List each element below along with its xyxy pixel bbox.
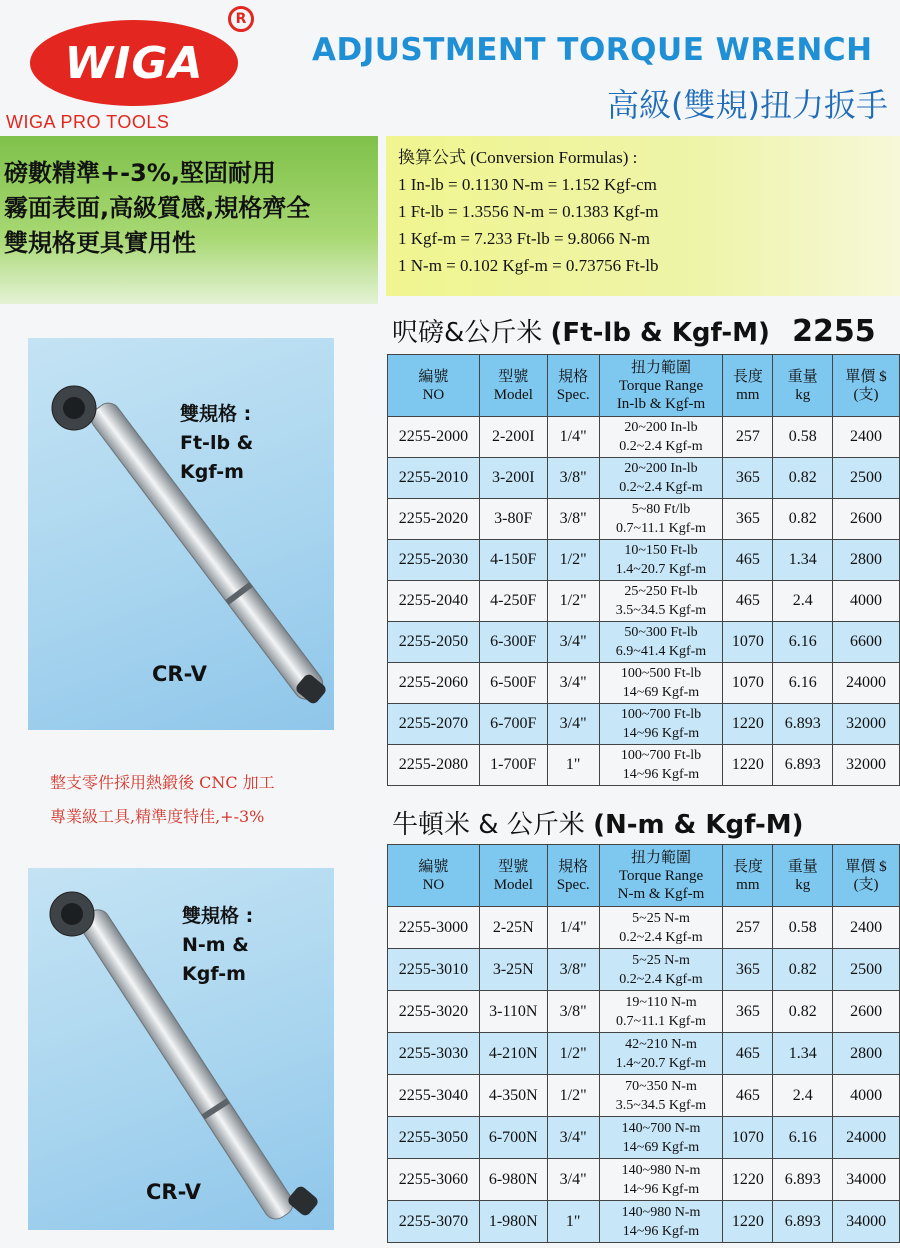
section-heading-nm xyxy=(392,804,804,841)
cell-model: 1-980N xyxy=(479,1201,547,1243)
cell-price: 2800 xyxy=(833,540,900,581)
cell-length: 257 xyxy=(723,417,773,458)
col-range: 扭力範圍 Torque Range In-lb & Kgf-m xyxy=(599,355,723,417)
table-row xyxy=(388,1033,900,1075)
table-row xyxy=(388,1201,900,1243)
col-no: 編號 NO xyxy=(388,845,480,907)
cell-price: 2600 xyxy=(833,499,900,540)
cell-model: 4-250F xyxy=(479,581,547,622)
cell-model: 4-150F xyxy=(479,540,547,581)
feature-line: 磅數精準+-3%,堅固耐用 xyxy=(4,159,276,187)
section-heading-ftlb xyxy=(392,312,876,349)
cell-no: 2255-2000 xyxy=(388,417,480,458)
product-photo-ftlb xyxy=(28,338,334,730)
conversion-formulas xyxy=(386,136,900,296)
cell-length: 257 xyxy=(723,907,773,949)
cell-price: 32000 xyxy=(833,745,900,786)
cell-model: 3-25N xyxy=(479,949,547,991)
table-header-row xyxy=(388,845,900,907)
cell-price: 6600 xyxy=(833,622,900,663)
cell-weight: 6.893 xyxy=(773,704,833,745)
conversion-line: 1 In-lb = 0.1130 N-m = 1.152 Kgf-cm xyxy=(398,175,657,194)
cell-length: 1070 xyxy=(723,1117,773,1159)
cell-range: 25~250 Ft-lb 3.5~34.5 Kgf-m xyxy=(599,581,723,622)
cell-range: 20~200 In-lb 0.2~2.4 Kgf-m xyxy=(599,417,723,458)
cell-length: 465 xyxy=(723,1033,773,1075)
cell-spec: 3/4" xyxy=(547,1159,599,1201)
cell-length: 365 xyxy=(723,458,773,499)
cell-length: 465 xyxy=(723,581,773,622)
conversion-title: 換算公式 (Conversion Formulas) : xyxy=(398,148,638,167)
cell-spec: 1/4" xyxy=(547,417,599,458)
cell-range: 10~150 Ft-lb 1.4~20.7 Kgf-m xyxy=(599,540,723,581)
nm-table xyxy=(387,844,900,1243)
table-header-row xyxy=(388,355,900,417)
cell-price: 2400 xyxy=(833,907,900,949)
product-photo-nm xyxy=(28,868,334,1230)
feature-line: 霧面表面,高級質感,規格齊全 xyxy=(4,194,311,222)
cell-spec: 3/8" xyxy=(547,499,599,540)
cell-spec: 3/8" xyxy=(547,458,599,499)
table-row xyxy=(388,458,900,499)
cell-no: 2255-2030 xyxy=(388,540,480,581)
cell-price: 24000 xyxy=(833,663,900,704)
cell-spec: 1/2" xyxy=(547,581,599,622)
cell-length: 1220 xyxy=(723,1159,773,1201)
section-zh: 呎磅&公斤米 xyxy=(392,318,543,348)
cell-length: 465 xyxy=(723,1075,773,1117)
cell-no: 2255-2080 xyxy=(388,745,480,786)
torque-wrench-image xyxy=(28,868,334,1230)
cell-range: 100~700 Ft-lb 14~96 Kgf-m xyxy=(599,704,723,745)
conversion-line: 1 Kgf-m = 7.233 Ft-lb = 9.8066 N-m xyxy=(398,229,650,248)
note-line: 整支零件採用熱鍛後 CNC 加工 xyxy=(50,773,275,792)
col-length: 長度 mm xyxy=(723,355,773,417)
cell-spec: 3/8" xyxy=(547,991,599,1033)
cell-range: 140~980 N-m 14~96 Kgf-m xyxy=(599,1201,723,1243)
cell-spec: 3/4" xyxy=(547,663,599,704)
cell-weight: 1.34 xyxy=(773,1033,833,1075)
cell-no: 2255-3000 xyxy=(388,907,480,949)
cell-model: 6-700N xyxy=(479,1117,547,1159)
cell-no: 2255-2010 xyxy=(388,458,480,499)
col-no: 編號 NO xyxy=(388,355,480,417)
brand-subtitle: WIGA PRO TOOLS xyxy=(6,112,170,132)
cell-length: 1220 xyxy=(723,1201,773,1243)
cell-weight: 6.16 xyxy=(773,663,833,704)
cell-model: 1-700F xyxy=(479,745,547,786)
cell-range: 5~25 N-m 0.2~2.4 Kgf-m xyxy=(599,907,723,949)
cell-length: 365 xyxy=(723,949,773,991)
cell-spec: 3/8" xyxy=(547,949,599,991)
cell-range: 140~700 N-m 14~69 Kgf-m xyxy=(599,1117,723,1159)
table-row xyxy=(388,991,900,1033)
col-length: 長度 mm xyxy=(723,845,773,907)
logo-text: WIGA xyxy=(64,37,204,89)
cell-no: 2255-2020 xyxy=(388,499,480,540)
cell-model: 4-350N xyxy=(479,1075,547,1117)
table-row xyxy=(388,417,900,458)
table-row xyxy=(388,581,900,622)
feature-line: 雙規格更具實用性 xyxy=(4,229,196,257)
cell-model: 2-25N xyxy=(479,907,547,949)
cell-price: 2600 xyxy=(833,991,900,1033)
cell-length: 365 xyxy=(723,991,773,1033)
section-en: (N-m & Kgf-M) xyxy=(593,810,804,840)
cell-price: 34000 xyxy=(833,1201,900,1243)
cell-range: 140~980 N-m 14~96 Kgf-m xyxy=(599,1159,723,1201)
col-spec: 規格 Spec. xyxy=(547,355,599,417)
cell-range: 20~200 In-lb 0.2~2.4 Kgf-m xyxy=(599,458,723,499)
table-row xyxy=(388,622,900,663)
cell-range: 42~210 N-m 1.4~20.7 Kgf-m xyxy=(599,1033,723,1075)
cell-range: 19~110 N-m 0.7~11.1 Kgf-m xyxy=(599,991,723,1033)
dual-spec-label: 雙規格 : Ft-lb & Kgf-m xyxy=(180,403,254,483)
table-row xyxy=(388,1159,900,1201)
cell-spec: 3/4" xyxy=(547,622,599,663)
section-zh: 牛頓米 & 公斤米 xyxy=(392,810,585,840)
col-weight: 重量 kg xyxy=(773,845,833,907)
cell-weight: 2.4 xyxy=(773,581,833,622)
cell-spec: 3/4" xyxy=(547,704,599,745)
cell-length: 1220 xyxy=(723,745,773,786)
col-range: 扭力範圍 Torque Range N-m & Kgf-m xyxy=(599,845,723,907)
cell-range: 100~500 Ft-lb 14~69 Kgf-m xyxy=(599,663,723,704)
cell-weight: 1.34 xyxy=(773,540,833,581)
table-row xyxy=(388,499,900,540)
cell-weight: 6.893 xyxy=(773,745,833,786)
feature-list xyxy=(0,136,378,304)
cell-spec: 1/2" xyxy=(547,540,599,581)
cell-no: 2255-3070 xyxy=(388,1201,480,1243)
section-en: (Ft-lb & Kgf-M) xyxy=(550,318,770,348)
cell-weight: 0.82 xyxy=(773,499,833,540)
cell-model: 6-700F xyxy=(479,704,547,745)
cell-no: 2255-3060 xyxy=(388,1159,480,1201)
cell-weight: 6.893 xyxy=(773,1201,833,1243)
cell-price: 24000 xyxy=(833,1117,900,1159)
cell-model: 2-200I xyxy=(479,417,547,458)
cell-length: 1070 xyxy=(723,622,773,663)
cell-no: 2255-3010 xyxy=(388,949,480,991)
conversion-line: 1 Ft-lb = 1.3556 N-m = 0.1383 Kgf-m xyxy=(398,202,659,221)
registered-mark: R xyxy=(228,6,254,32)
cell-weight: 0.58 xyxy=(773,907,833,949)
cell-no: 2255-3040 xyxy=(388,1075,480,1117)
cell-no: 2255-2070 xyxy=(388,704,480,745)
cell-range: 5~25 N-m 0.2~2.4 Kgf-m xyxy=(599,949,723,991)
cell-no: 2255-3030 xyxy=(388,1033,480,1075)
cell-spec: 3/4" xyxy=(547,1117,599,1159)
note-line: 專業級工具,精準度特佳,+-3% xyxy=(50,807,265,826)
cell-no: 2255-3050 xyxy=(388,1117,480,1159)
cell-model: 3-110N xyxy=(479,991,547,1033)
table-row xyxy=(388,540,900,581)
cell-weight: 0.82 xyxy=(773,991,833,1033)
cell-length: 465 xyxy=(723,540,773,581)
cell-weight: 0.82 xyxy=(773,949,833,991)
cell-price: 2500 xyxy=(833,949,900,991)
cell-price: 2500 xyxy=(833,458,900,499)
col-price: 單價 $ (支) xyxy=(833,355,900,417)
page-title-en: ADJUSTMENT TORQUE WRENCH xyxy=(312,32,873,68)
col-model: 型號 Model xyxy=(479,845,547,907)
table-row xyxy=(388,745,900,786)
cell-range: 5~80 Ft/lb 0.7~11.1 Kgf-m xyxy=(599,499,723,540)
table-row xyxy=(388,663,900,704)
cell-range: 100~700 Ft-lb 14~96 Kgf-m xyxy=(599,745,723,786)
cell-price: 32000 xyxy=(833,704,900,745)
cell-no: 2255-3020 xyxy=(388,991,480,1033)
cell-length: 1220 xyxy=(723,704,773,745)
wiga-logo xyxy=(30,20,238,106)
cell-price: 2400 xyxy=(833,417,900,458)
cell-range: 70~350 N-m 3.5~34.5 Kgf-m xyxy=(599,1075,723,1117)
ftlb-table xyxy=(387,354,900,786)
dual-spec-label: 雙規格 : N-m & Kgf-m xyxy=(182,905,254,985)
cell-no: 2255-2050 xyxy=(388,622,480,663)
cell-price: 4000 xyxy=(833,581,900,622)
table-row xyxy=(388,1075,900,1117)
cell-model: 6-980N xyxy=(479,1159,547,1201)
cell-model: 3-80F xyxy=(479,499,547,540)
table-row xyxy=(388,704,900,745)
section-number: 2255 xyxy=(792,314,876,349)
cell-price: 2800 xyxy=(833,1033,900,1075)
cell-no: 2255-2040 xyxy=(388,581,480,622)
cell-price: 34000 xyxy=(833,1159,900,1201)
material-label: CR-V xyxy=(146,1180,202,1204)
cell-no: 2255-2060 xyxy=(388,663,480,704)
col-weight: 重量 kg xyxy=(773,355,833,417)
cell-spec: 1/4" xyxy=(547,907,599,949)
col-spec: 規格 Spec. xyxy=(547,845,599,907)
cell-price: 4000 xyxy=(833,1075,900,1117)
cell-weight: 0.82 xyxy=(773,458,833,499)
cell-spec: 1" xyxy=(547,745,599,786)
cell-length: 365 xyxy=(723,499,773,540)
cell-model: 6-500F xyxy=(479,663,547,704)
cell-spec: 1/2" xyxy=(547,1033,599,1075)
table-row xyxy=(388,949,900,991)
cell-model: 6-300F xyxy=(479,622,547,663)
cell-weight: 0.58 xyxy=(773,417,833,458)
cell-weight: 2.4 xyxy=(773,1075,833,1117)
cell-model: 3-200I xyxy=(479,458,547,499)
table-row xyxy=(388,907,900,949)
cell-spec: 1" xyxy=(547,1201,599,1243)
cell-weight: 6.16 xyxy=(773,1117,833,1159)
cell-model: 4-210N xyxy=(479,1033,547,1075)
col-model: 型號 Model xyxy=(479,355,547,417)
cell-range: 50~300 Ft-lb 6.9~41.4 Kgf-m xyxy=(599,622,723,663)
cell-spec: 1/2" xyxy=(547,1075,599,1117)
conversion-line: 1 N-m = 0.102 Kgf-m = 0.73756 Ft-lb xyxy=(398,256,659,275)
cell-weight: 6.16 xyxy=(773,622,833,663)
table-row xyxy=(388,1117,900,1159)
col-price: 單價 $ (支) xyxy=(833,845,900,907)
cell-weight: 6.893 xyxy=(773,1159,833,1201)
material-label: CR-V xyxy=(152,662,208,686)
cell-length: 1070 xyxy=(723,663,773,704)
page-title-zh: 高級(雙規)扭力扳手 xyxy=(607,86,888,124)
